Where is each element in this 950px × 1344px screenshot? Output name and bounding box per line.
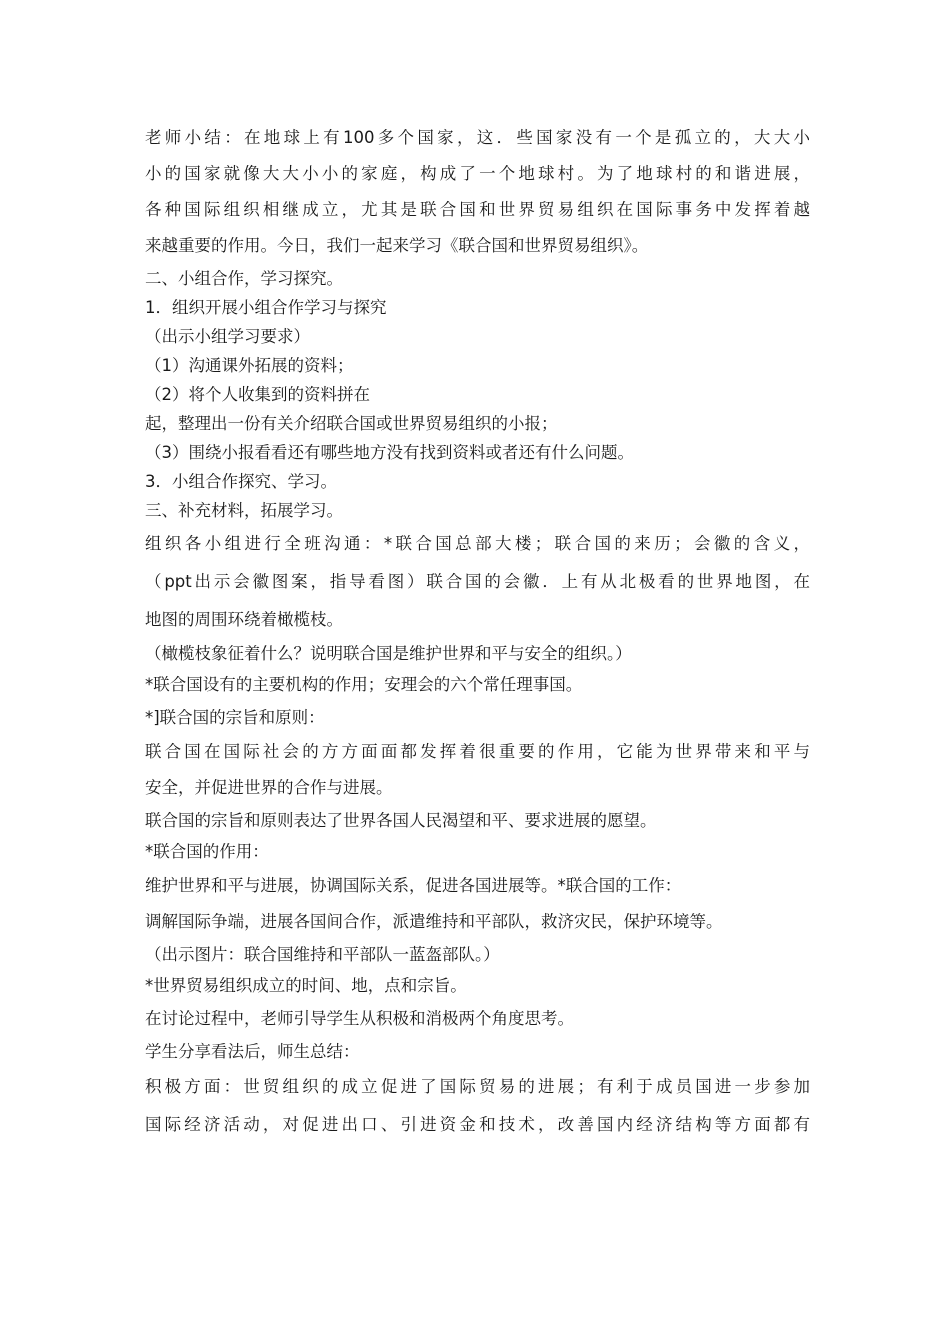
paragraph-line: （出示图片：联合国维持和平部队一蓝盔部队。）: [145, 945, 500, 964]
section-heading: 三、补充材料，拓展学习。: [145, 501, 343, 520]
list-item: （3）围绕小报看看还有哪些地方没有找到资料或者还有什么问题。: [145, 443, 634, 462]
paragraph-line: 小的国家就像大大小小的家庭，构成了一个地球村。为了地球村的和谐进展，: [145, 164, 810, 183]
list-item: （2）将个人收集到的资料拼在: [145, 385, 370, 404]
paragraph-line: （出示小组学习要求）: [145, 327, 310, 346]
paragraph-line: （ppt出示会徽图案，指导看图）联合国的会徽．上有从北极看的世界地图，在: [145, 572, 810, 591]
paragraph-line: 在讨论过程中，老师引导学生从积极和消极两个角度思考。: [145, 1009, 574, 1028]
document-body: [145, 120, 810, 1144]
paragraph-line: 调解国际争端，进展各国间合作，派遣维持和平部队，救济灾民，保护环境等。: [145, 912, 723, 931]
paragraph-line: （橄榄枝象征着什么？说明联合国是维护世界和平与安全的组织。）: [145, 644, 632, 663]
section-heading: 二、小组合作，学习探究。: [145, 269, 343, 288]
paragraph-line: *世界贸易组织成立的时间、地，点和宗旨。: [145, 976, 467, 995]
paragraph-line: 地图的周围环绕着橄榄枝。: [145, 610, 343, 629]
paragraph-line: 组织各小组进行全班沟通：*联合国总部大楼；联合国的来历；会徽的含义，: [145, 534, 810, 553]
paragraph-line: 国际经济活动，对促进出口、引进资金和技术，改善国内经济结构等方面都有: [145, 1115, 810, 1134]
list-item: 1．组织开展小组合作学习与探究: [145, 298, 387, 317]
paragraph-line: 起，整理出一份有关介绍联合国或世界贸易组织的小报；: [145, 414, 558, 433]
paragraph-line: 来越重要的作用。今日，我们一起来学习《联合国和世界贸易组织》。: [145, 236, 649, 255]
paragraph-line: 积极方面：世贸组织的成立促进了国际贸易的进展；有利于成员国进一步参加: [145, 1077, 810, 1096]
paragraph-line: *联合国的作用：: [145, 842, 269, 861]
paragraph-line: 学生分享看法后，师生总结：: [145, 1042, 360, 1061]
paragraph-line: 联合国在国际社会的方方面面都发挥着很重要的作用，它能为世界带来和平与: [145, 742, 810, 761]
list-item: 3．小组合作探究、学习。: [145, 472, 337, 491]
paragraph-line: 安全，并促进世界的合作与进展。: [145, 778, 393, 797]
paragraph-line: *]联合国的宗旨和原则：: [145, 708, 325, 727]
paragraph-line: 维护世界和平与进展，协调国际关系，促进各国进展等。*联合国的工作：: [145, 876, 682, 895]
paragraph-line: *联合国设有的主要机构的作用；安理会的六个常任理事国。: [145, 675, 583, 694]
paragraph-line: 老师小结：在地球上有100多个国家，这．些国家没有一个是孤立的，大大小: [145, 128, 810, 147]
paragraph-line: 各种国际组织相继成立，尤其是联合国和世界贸易组织在国际事务中发挥着越: [145, 200, 810, 219]
paragraph-line: 联合国的宗旨和原则表达了世界各国人民渴望和平、要求进展的愿望。: [145, 811, 657, 830]
list-item: （1）沟通课外拓展的资料；: [145, 356, 354, 375]
